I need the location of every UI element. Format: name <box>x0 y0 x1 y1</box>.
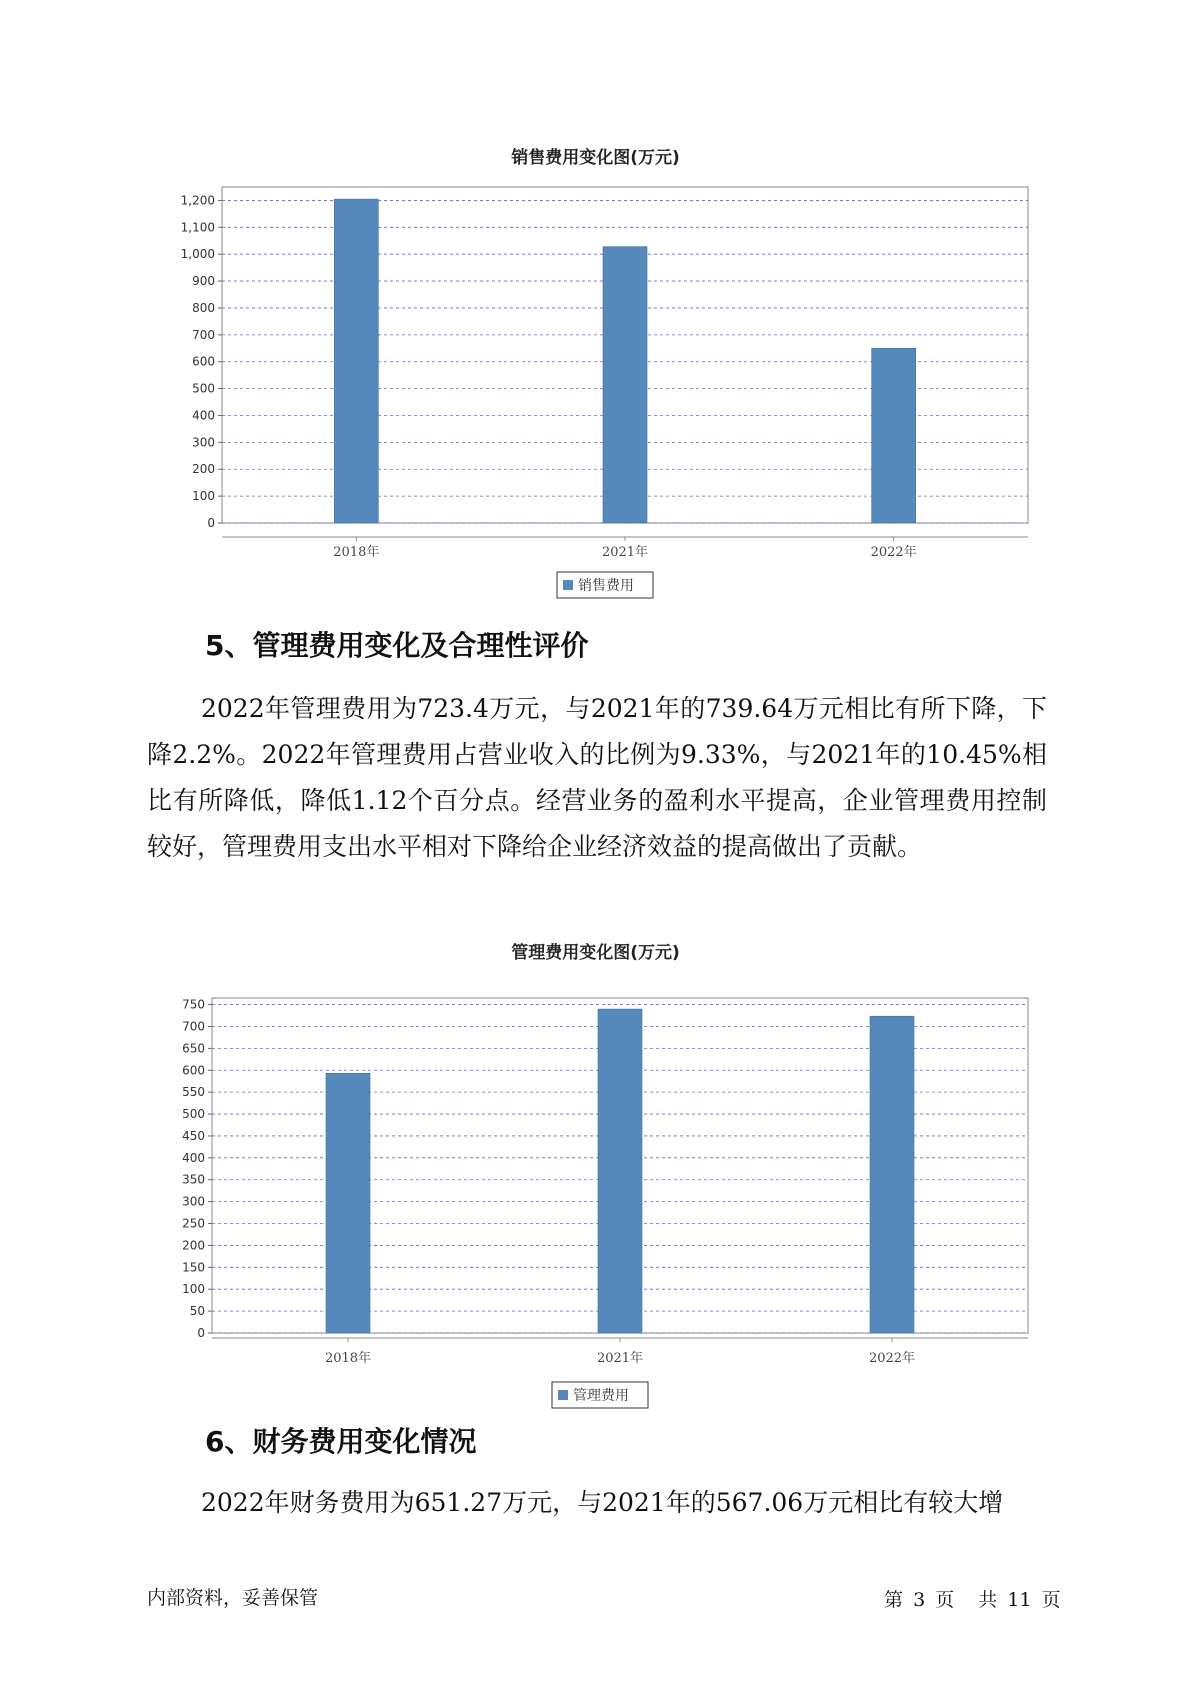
y-tick-label: 500 <box>182 1107 205 1122</box>
section-5-heading: 5、管理费用变化及合理性评价 <box>205 629 589 662</box>
footer-confidential-note: 内部资料，妥善保管 <box>147 1587 319 1609</box>
total-pages-suffix: 页 <box>1041 1589 1061 1611</box>
legend-swatch <box>563 580 573 590</box>
y-tick-label: 0 <box>197 1326 205 1340</box>
y-tick-label: 300 <box>192 435 215 450</box>
x-tick-label: 2021年 <box>601 545 649 560</box>
bar <box>334 199 378 523</box>
y-tick-label: 1,200 <box>180 193 215 208</box>
chart-title-admin: 管理费用变化图(万元) <box>511 943 680 963</box>
y-tick-label: 300 <box>182 1194 205 1209</box>
y-tick-label: 900 <box>192 274 215 289</box>
section-6-text: 2022年财务费用为651.27万元，与2021年的567.06万元相比有较大增 <box>201 1488 1004 1517</box>
x-tick-label: 2022年 <box>868 1351 916 1366</box>
y-tick-label: 350 <box>182 1172 205 1187</box>
y-tick-label: 0 <box>207 516 215 530</box>
page-label-prefix: 第 <box>884 1589 904 1611</box>
x-tick-label: 2021年 <box>596 1351 644 1366</box>
bar <box>603 247 647 523</box>
section-6-heading: 6、财务费用变化情况 <box>205 1425 477 1458</box>
section-6-paragraph <box>147 1480 1047 1526</box>
y-tick-label: 250 <box>182 1216 205 1231</box>
admin-expense-chart <box>0 970 1191 1404</box>
y-tick-label: 200 <box>182 1238 205 1253</box>
y-tick-label: 100 <box>182 1282 205 1297</box>
y-tick-label: 600 <box>182 1063 205 1078</box>
y-tick-label: 400 <box>182 1150 205 1165</box>
y-tick-label: 700 <box>192 327 215 342</box>
total-pages: 11 <box>1007 1589 1032 1611</box>
y-tick-label: 600 <box>192 354 215 369</box>
section-5-text: 2022年管理费用为723.4万元，与2021年的739.64万元相比有所下降，下降2.2%。2022年管理费用占营业收入的比例为9.33%，与2021年的10.45%相比有所降低，降低1.12个百分点。经营业务的盈利水平提高，企业管理费用控制较好，管理费用支出水平相对下降给企业经济效益的提高做出了贡献。 <box>147 694 1047 861</box>
page-label-suffix: 页 <box>935 1589 955 1611</box>
y-tick-label: 800 <box>192 300 215 315</box>
y-tick-label: 700 <box>182 1019 205 1034</box>
bar <box>870 1016 914 1333</box>
chart-title-sales: 销售费用变化图(万元) <box>511 148 680 168</box>
y-tick-label: 550 <box>182 1085 205 1100</box>
legend-label: 销售费用 <box>578 578 634 594</box>
x-tick-label: 2018年 <box>333 545 380 560</box>
bar <box>326 1073 370 1333</box>
y-tick-label: 100 <box>192 489 215 504</box>
y-tick-label: 1,000 <box>180 247 215 262</box>
y-tick-label: 400 <box>192 408 215 423</box>
y-tick-label: 650 <box>182 1041 205 1056</box>
y-tick-label: 50 <box>189 1304 205 1319</box>
legend-label: 管理费用 <box>573 1388 629 1404</box>
footer-page-info <box>884 1585 1065 1612</box>
page-number: 3 <box>913 1589 926 1611</box>
bar <box>598 1009 642 1333</box>
sales-expense-chart <box>0 175 1191 595</box>
x-tick-label: 2022年 <box>870 545 917 560</box>
y-tick-label: 450 <box>182 1128 205 1143</box>
legend-swatch <box>558 1390 568 1400</box>
bar <box>872 348 916 523</box>
section-5-paragraph <box>147 686 1047 870</box>
x-tick-label: 2018年 <box>324 1351 372 1366</box>
y-tick-label: 200 <box>192 462 215 477</box>
y-tick-label: 750 <box>182 997 205 1012</box>
y-tick-label: 500 <box>192 381 215 396</box>
y-tick-label: 1,100 <box>180 220 215 235</box>
total-pages-prefix: 共 <box>978 1589 998 1611</box>
y-tick-label: 150 <box>182 1260 205 1275</box>
